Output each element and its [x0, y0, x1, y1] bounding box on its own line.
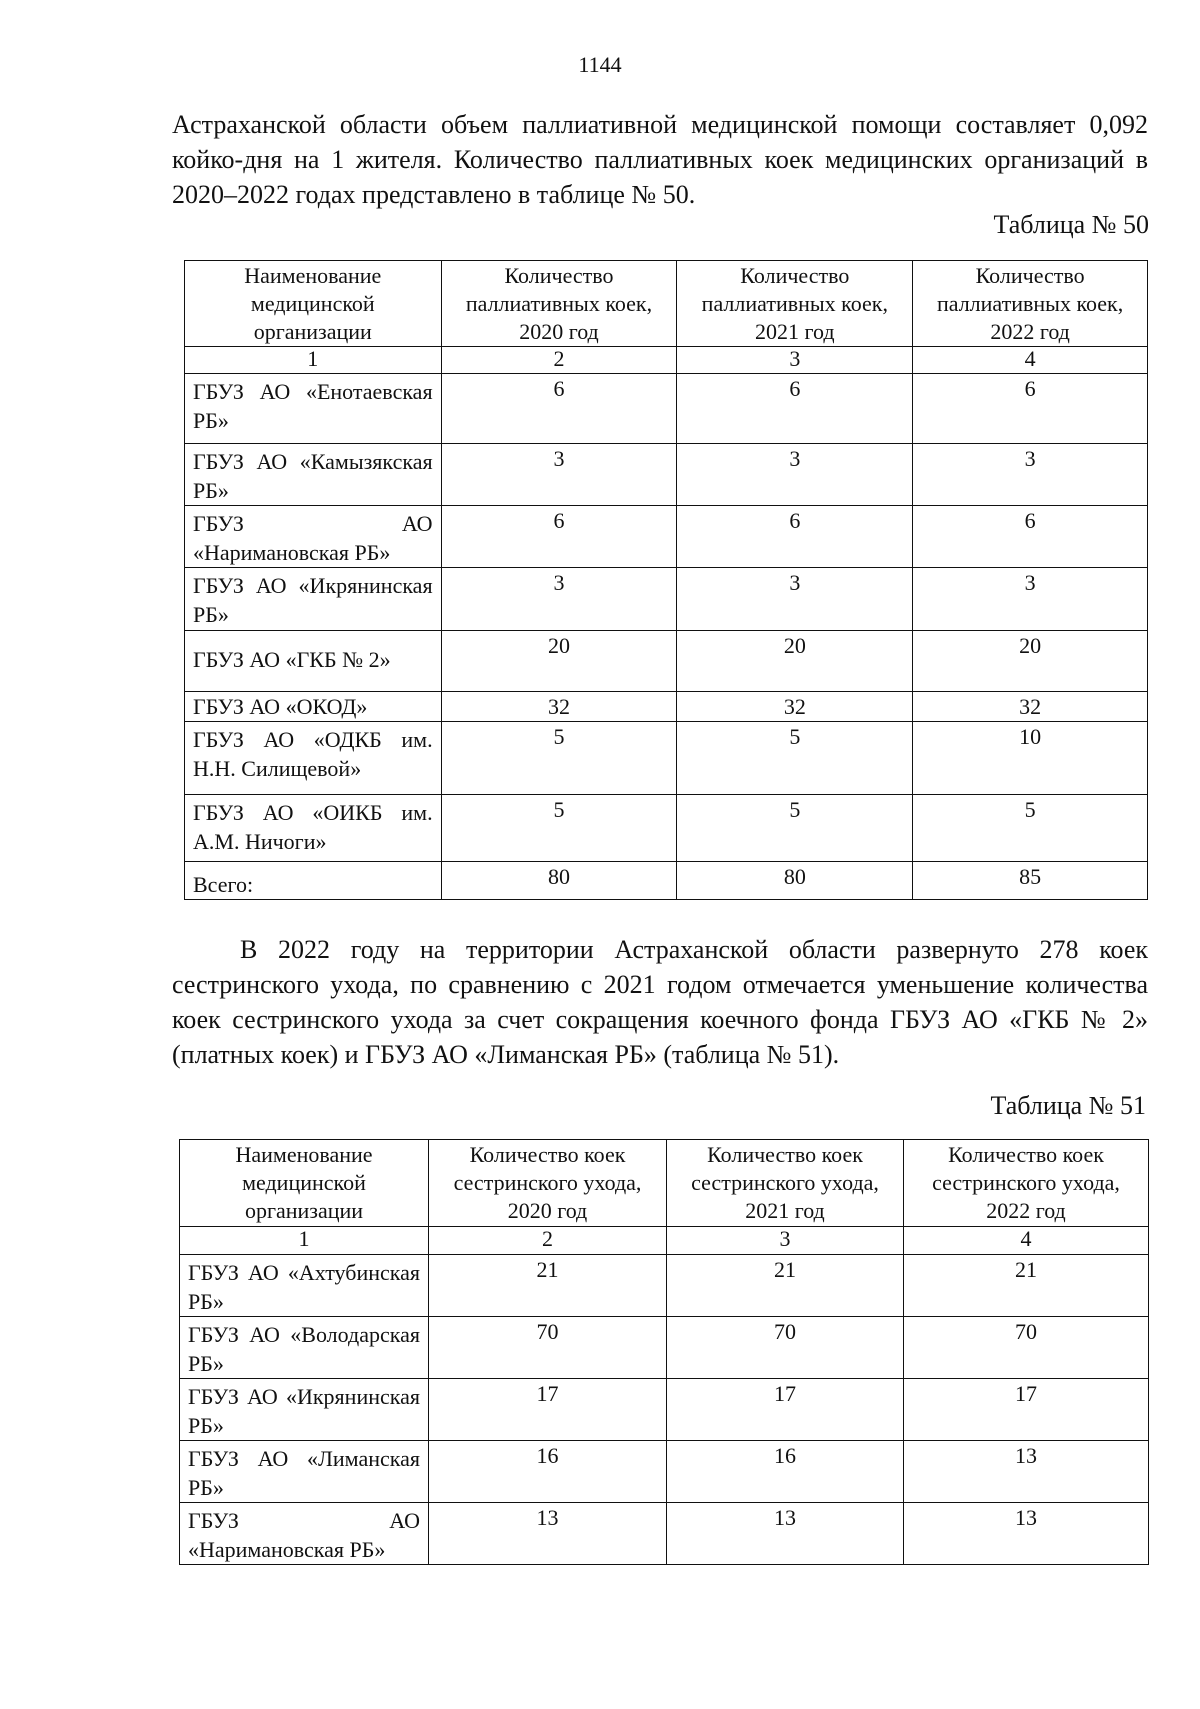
table-row [180, 1255, 1149, 1317]
table-row [185, 568, 1148, 631]
table-total-row [185, 862, 1148, 900]
column-index: 4 [904, 1227, 1149, 1255]
organization-cell: ГБУЗ АО «Ахтубинская РБ» [180, 1255, 429, 1317]
value-cell: 5 [677, 795, 913, 862]
column-index: 3 [677, 347, 913, 374]
value-cell: 6 [441, 374, 677, 444]
value-cell: 3 [441, 444, 677, 506]
value-cell: 3 [677, 444, 913, 506]
column-header: Количество паллиативных коек, 2021 год [677, 261, 913, 347]
organization-cell: ГБУЗ АО «Икрянинская РБ» [185, 568, 442, 631]
column-header: Наименование медицинской организации [185, 261, 442, 347]
column-index: 2 [429, 1227, 667, 1255]
value-cell: 6 [913, 374, 1148, 444]
value-cell: 80 [441, 862, 677, 900]
organization-cell: ГБУЗ АО «Наримановская РБ» [180, 1503, 429, 1565]
column-index: 4 [913, 347, 1148, 374]
table-51 [179, 1139, 1149, 1565]
organization-cell: ГБУЗ АО «Наримановская РБ» [185, 506, 442, 568]
organization-cell: ГБУЗ АО «ОДКБ им. Н.Н. Силищевой» [185, 722, 442, 795]
value-cell: 21 [904, 1255, 1149, 1317]
organization-cell: ГБУЗ АО «Володарская РБ» [180, 1317, 429, 1379]
table-row [185, 692, 1148, 722]
value-cell: 13 [904, 1441, 1149, 1503]
column-index: 2 [441, 347, 677, 374]
value-cell: 3 [441, 568, 677, 631]
column-header: Количество коек сестринского ухода, 2022 год [904, 1140, 1149, 1227]
value-cell: 16 [667, 1441, 904, 1503]
value-cell: 17 [667, 1379, 904, 1441]
table-row [185, 506, 1148, 568]
table-row [180, 1441, 1149, 1503]
value-cell: 70 [429, 1317, 667, 1379]
value-cell: 32 [677, 692, 913, 722]
table-50-header-row [185, 261, 1148, 347]
value-cell: 6 [677, 506, 913, 568]
value-cell: 3 [677, 568, 913, 631]
value-cell: 3 [913, 568, 1148, 631]
value-cell: 5 [441, 795, 677, 862]
value-cell: 20 [441, 631, 677, 692]
value-cell: 70 [904, 1317, 1149, 1379]
total-label-cell: Всего: [185, 862, 442, 900]
value-cell: 5 [913, 795, 1148, 862]
column-header: Количество паллиативных коек, 2022 год [913, 261, 1148, 347]
table-row [180, 1317, 1149, 1379]
column-header: Количество паллиативных коек, 2020 год [441, 261, 677, 347]
organization-cell: ГБУЗ АО «Лиманская РБ» [180, 1441, 429, 1503]
value-cell: 70 [667, 1317, 904, 1379]
value-cell: 80 [677, 862, 913, 900]
table-51-header-row [180, 1140, 1149, 1227]
table-50 [184, 260, 1148, 900]
column-index: 1 [185, 347, 442, 374]
column-index: 1 [180, 1227, 429, 1255]
table-row [180, 1503, 1149, 1565]
value-cell: 6 [913, 506, 1148, 568]
value-cell: 3 [913, 444, 1148, 506]
table-row [185, 795, 1148, 862]
value-cell: 6 [677, 374, 913, 444]
value-cell: 5 [677, 722, 913, 795]
value-cell: 13 [904, 1503, 1149, 1565]
organization-cell: ГБУЗ АО «Икрянинская РБ» [180, 1379, 429, 1441]
organization-cell: ГБУЗ АО «ГКБ № 2» [185, 631, 442, 692]
intro-paragraph: Астраханской области объем паллиативной медицинской помощи составляет 0,092 койко-дня на 1 жителя. Количество паллиативных коек медицинских организаций в 2020–2022 годах представлено в таблице № 50. [172, 110, 1148, 209]
organization-cell: ГБУЗ АО «ОИКБ им. А.М. Ничоги» [185, 795, 442, 862]
value-cell: 21 [429, 1255, 667, 1317]
table-51-index-row [180, 1227, 1149, 1255]
value-cell: 13 [429, 1503, 667, 1565]
value-cell: 20 [913, 631, 1148, 692]
value-cell: 5 [441, 722, 677, 795]
column-index: 3 [667, 1227, 904, 1255]
column-header: Количество коек сестринского ухода, 2020 год [429, 1140, 667, 1227]
table-50-caption: Таблица № 50 [993, 210, 1149, 239]
value-cell: 10 [913, 722, 1148, 795]
table-50-index-row [185, 347, 1148, 374]
table-row [185, 722, 1148, 795]
value-cell: 20 [677, 631, 913, 692]
table-51-caption: Таблица № 51 [990, 1091, 1146, 1120]
value-cell: 32 [913, 692, 1148, 722]
table-row [185, 631, 1148, 692]
column-header: Наименование медицинской организации [180, 1140, 429, 1227]
organization-cell: ГБУЗ АО «ОКОД» [185, 692, 442, 722]
value-cell: 85 [913, 862, 1148, 900]
organization-cell: ГБУЗ АО «Енотаевская РБ» [185, 374, 442, 444]
value-cell: 17 [429, 1379, 667, 1441]
nursing-care-paragraph: В 2022 году на территории Астраханской области развернуто 278 коек сестринского ухода, по сравнению с 2021 годом отмечается уменьшение количества коек сестринского ухода за счет сокращения коечного фонда ГБУЗ АО «ГКБ № 2» (платных коек) и ГБУЗ АО «Лиманская РБ» (таблица № 51). [172, 935, 1148, 1069]
table-row [185, 374, 1148, 444]
organization-cell: ГБУЗ АО «Камызякская РБ» [185, 444, 442, 506]
value-cell: 13 [667, 1503, 904, 1565]
value-cell: 32 [441, 692, 677, 722]
table-row [185, 444, 1148, 506]
page-number: 1144 [578, 52, 622, 77]
value-cell: 6 [441, 506, 677, 568]
value-cell: 16 [429, 1441, 667, 1503]
table-row [180, 1379, 1149, 1441]
column-header: Количество коек сестринского ухода, 2021 год [667, 1140, 904, 1227]
value-cell: 21 [667, 1255, 904, 1317]
value-cell: 17 [904, 1379, 1149, 1441]
